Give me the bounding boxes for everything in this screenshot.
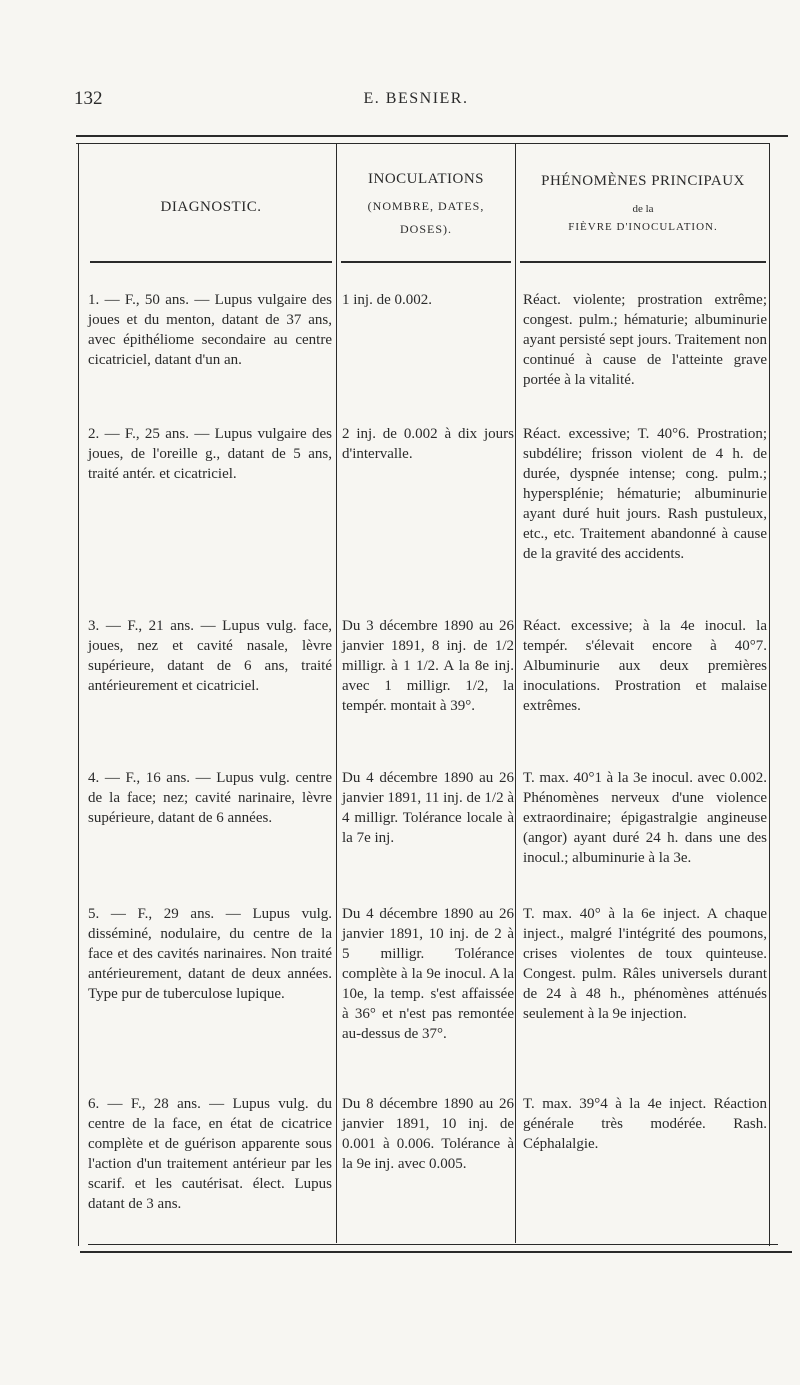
phenomenes-subtitle: de la xyxy=(632,202,654,215)
column-header-phenomenes: PHÉNOMÈNES PRINCIPAUX de la FIÈVRE D'INOCULATION. xyxy=(517,172,769,234)
table-top-rule xyxy=(76,135,788,137)
row-3-inoculations: Du 3 décembre 1890 au 26 janvier 1891, 8 inj. de 1/2 milligr. à 1 1/2. A la 8e inj. avec 1 milligr. 1/2, la tempér. montait à 39°. xyxy=(342,618,514,714)
row-6-diagnostic: 6. — F., 28 ans. — Lupus vulg. du centre de la face, en état de cicatrice complète et de guérison apparente sous l'action d'un traitement antérieur par les scarif. et les cautérisat. élect. Lupus datant de 3 ans. xyxy=(88,1096,332,1212)
row-1-inoculations: 1 inj. de 0.002. xyxy=(342,292,432,308)
column-divider-2 xyxy=(515,143,516,1243)
header-rule xyxy=(341,261,511,263)
column-divider-1 xyxy=(336,143,337,1243)
running-head: E. BESNIER. xyxy=(363,90,469,107)
phenomenes-subtitle-2: FIÈVRE D'INOCULATION. xyxy=(568,220,718,233)
column-header-diagnostic: DIAGNOSTIC. xyxy=(160,199,262,215)
page-number: 132 xyxy=(74,88,103,109)
row-5-phenomenes: T. max. 40° à la 6e inject. A chaque inject., malgré l'intégrité des poumons, crises violentes de toux quinteuse. Congest. pulm. Râles universels durant de 24 à 48 h., phénomènes atténués seulement à la 9e injection. xyxy=(523,906,767,1022)
row-6-phenomenes: T. max. 39°4 à la 4e inject. Réaction générale très modérée. Rash. Céphalalgie. xyxy=(523,1096,767,1152)
table-left-border xyxy=(78,143,79,1246)
header-rule xyxy=(90,261,332,263)
column-header-inoculations: INOCULATIONS (NOMBRE, DATES, DOSES). xyxy=(338,170,514,241)
row-5-diagnostic: 5. — F., 29 ans. — Lupus vulg. disséminé, nodulaire, du centre de la face et des cavités narinaires. Non traité antérieurement, datant de deux années. Type pur de tuberculose lupique. xyxy=(88,906,332,1002)
row-2-diagnostic: 2. — F., 25 ans. — Lupus vulgaire des joues, de l'oreille g., datant de 5 ans, traité antér. et cicatriciel. xyxy=(88,426,332,482)
table-bottom-rule xyxy=(88,1244,778,1245)
inoculations-subtitle: (NOMBRE, DATES, xyxy=(367,198,485,213)
row-4-diagnostic: 4. — F., 16 ans. — Lupus vulg. centre de la face; nez; cavité narinaire, lèvre supérieure, datant de 6 années. xyxy=(88,770,332,826)
row-4-inoculations: Du 4 décembre 1890 au 26 janvier 1891, 11 inj. de 1/2 à 4 milligr. Tolérance locale à la 7e inj. xyxy=(342,770,514,846)
inoculations-subtitle-2: DOSES). xyxy=(399,222,452,237)
table-top-rule-inner xyxy=(76,143,770,144)
row-3-phenomenes: Réact. excessive; à la 4e inocul. la tempér. s'élevait encore à 40°7. Albuminurie aux deux premières inoculations. Prostration et malaise extrêmes. xyxy=(523,618,767,714)
table-right-border xyxy=(769,143,770,1246)
row-4-phenomenes: T. max. 40°1 à la 3e inocul. avec 0.002. Phénomènes nerveux d'une violence extraordinaire; épigastralgie angineuse (angor) ayant duré 24 h. dans une des inocul.; albuminurie à la 3e. xyxy=(523,770,767,866)
row-3-diagnostic: 3. — F., 21 ans. — Lupus vulg. face, joues, nez et cavité nasale, lèvre supérieure, datant de 6 ans, traité antérieurement et cicatriciel. xyxy=(88,618,332,694)
row-2-inoculations: 2 inj. de 0.002 à dix jours d'intervalle. xyxy=(342,426,514,462)
row-1-diagnostic: 1. — F., 50 ans. — Lupus vulgaire des joues et du menton, datant de 37 ans, avec épithéliome secondaire au centre cicatriciel, datant d'un an. xyxy=(88,292,332,368)
row-5-inoculations: Du 4 décembre 1890 au 26 janvier 1891, 10 inj. de 2 à 5 milligr. Tolérance complète à la 9e inocul. A la 10e, la temp. s'est affaissée à 36° et n'est pas remontée au-dessus de 37°. xyxy=(342,906,514,1042)
page-header xyxy=(72,88,760,114)
row-2-phenomenes: Réact. excessive; T. 40°6. Prostration; subdélire; frisson violent de 4 h. de durée, dyspnée intense; cong. pulm.; hypersplénie; hématurie; albuminurie ayant duré huit jours. Rash pustuleux, etc., etc. Traitement abandonné à cause de la gravité des accidents. xyxy=(523,426,767,562)
row-1-phenomenes: Réact. violente; prostration extrême; congest. pulm.; hématurie; albuminurie ayant persisté sept jours. Traitement non continué à cause de l'atteinte grave portée à la vitalité. xyxy=(523,292,767,388)
row-6-inoculations: Du 8 décembre 1890 au 26 janvier 1891, 10 inj. de 0.001 à 0.006. Tolérance à la 9e inj. avec 0.005. xyxy=(342,1096,514,1172)
header-rule xyxy=(520,261,766,263)
table-bottom-rule-outer xyxy=(80,1251,792,1253)
